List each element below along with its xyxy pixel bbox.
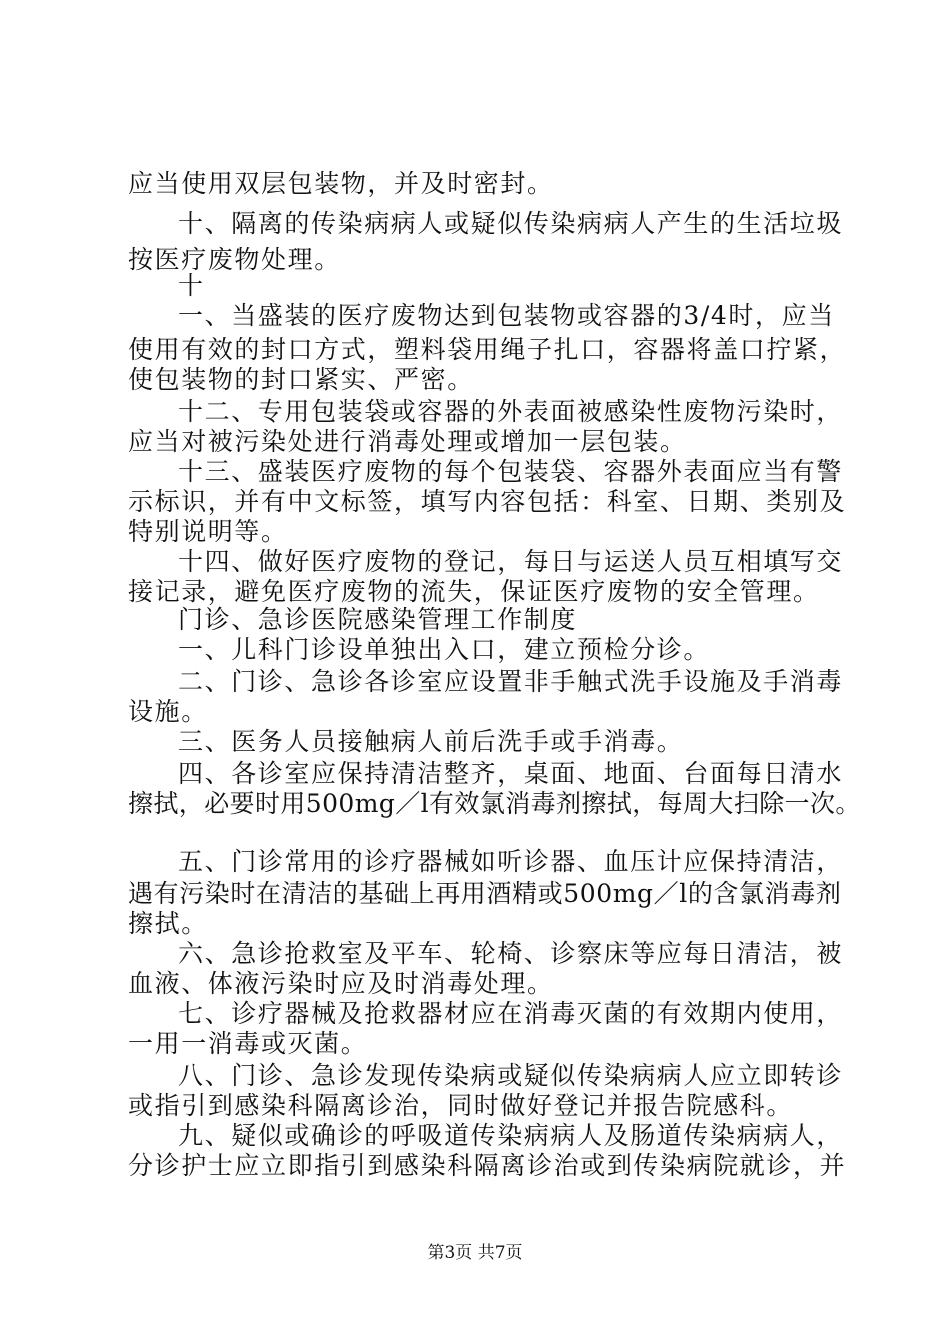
body-line: 七、诊疗器械及抢救器材应在消毒灭菌的有效期内使用， xyxy=(178,999,844,1028)
body-line: 一、当盛装的医疗废物达到包装物或容器的3/4时，应当 xyxy=(178,301,835,330)
body-line: 擦拭。 xyxy=(128,909,208,938)
body-line: 十四、做好医疗废物的登记，每日与运送人员互相填写交 xyxy=(178,547,844,576)
page-footer: 第3页 共7页 xyxy=(427,1243,523,1263)
body-line: 示标识，并有中文标签，填写内容包括：科室、日期、类别及 xyxy=(128,487,847,516)
body-line: 四、各诊室应保持清洁整齐，桌面、地面、台面每日清水 xyxy=(178,759,844,788)
section-heading: 门诊、急诊医院感染管理工作制度 xyxy=(178,605,578,634)
body-line: 十 xyxy=(178,271,205,300)
body-line: 一用一消毒或灭菌。 xyxy=(128,1029,368,1058)
body-line: 或指引到感染科隔离诊治，同时做好登记并报告院感科。 xyxy=(128,1091,794,1120)
body-line: 遇有污染时在清洁的基础上再用酒精或500mg／l的含氯消毒剂 xyxy=(128,879,842,908)
body-line: 擦拭，必要时用500mg／l有效氯消毒剂擦拭，每周大扫除一次。 xyxy=(128,789,861,818)
body-line: 五、门诊常用的诊疗器械如听诊器、血压计应保持清洁， xyxy=(178,847,844,876)
body-line: 八、门诊、急诊发现传染病或疑似传染病病人应立即转诊 xyxy=(178,1061,844,1090)
body-line: 十二、专用包装袋或容器的外表面被感染性废物污染时， xyxy=(178,397,844,426)
body-line: 三、医务人员接触病人前后洗手或手消毒。 xyxy=(178,727,684,756)
body-line: 使包装物的封口紧实、严密。 xyxy=(128,365,474,394)
body-line: 十三、盛装医疗废物的每个包装袋、容器外表面应当有警 xyxy=(178,457,844,486)
body-line: 接记录，避免医疗废物的流失，保证医疗废物的安全管理。 xyxy=(128,577,820,606)
body-line: 分诊护士应立即指引到感染科隔离诊治或到传染病院就诊，并 xyxy=(128,1151,847,1180)
body-line: 血液、体液污染时应及时消毒处理。 xyxy=(128,969,554,998)
body-line: 特别说明等。 xyxy=(128,517,288,546)
body-line: 一、儿科门诊设单独出入口，建立预检分诊。 xyxy=(178,635,711,664)
body-line: 设施。 xyxy=(128,697,208,726)
body-line: 按医疗废物处理。 xyxy=(128,245,341,274)
body-line: 十、隔离的传染病病人或疑似传染病病人产生的生活垃圾 xyxy=(178,209,844,238)
body-line: 应当对被污染处进行消毒处理或增加一层包装。 xyxy=(128,427,687,456)
body-line: 二、门诊、急诊各诊室应设置非手触式洗手设施及手消毒 xyxy=(178,667,844,696)
body-line: 六、急诊抢救室及平车、轮椅、诊察床等应每日清洁，被 xyxy=(178,939,844,968)
body-line: 九、疑似或确诊的呼吸道传染病病人及肠道传染病病人， xyxy=(178,1121,844,1150)
body-line: 使用有效的封口方式，塑料袋用绳子扎口，容器将盖口拧紧， xyxy=(128,335,847,364)
body-line: 应当使用双层包装物，并及时密封。 xyxy=(128,169,554,198)
